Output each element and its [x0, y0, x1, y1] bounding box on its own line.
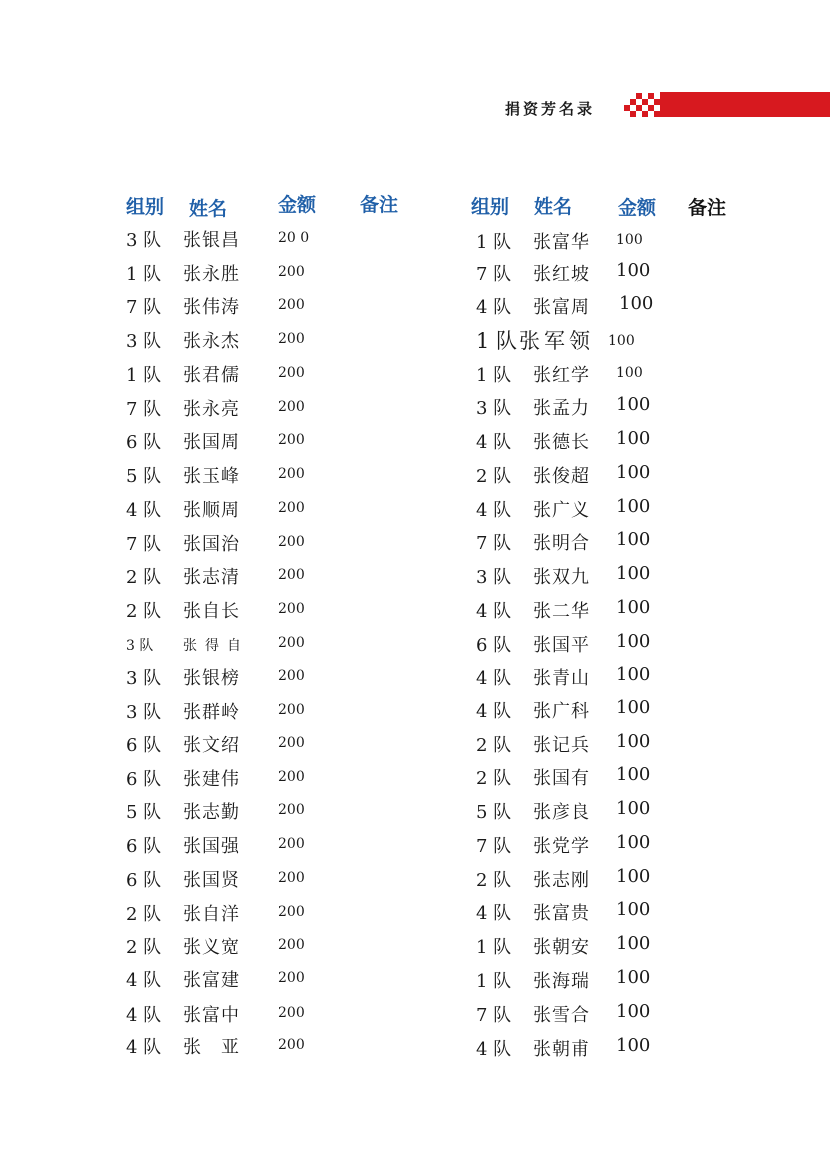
- name-cell: 张海瑞: [533, 971, 590, 992]
- column-header-name: 姓名: [189, 198, 228, 220]
- amount-cell: 100: [616, 933, 651, 954]
- amount-cell: 200: [278, 836, 305, 852]
- name-cell: 张彦良: [533, 802, 590, 823]
- name-cell: 张富贵: [533, 903, 590, 924]
- name-cell: 张自长: [183, 601, 240, 622]
- amount-cell: 100: [616, 832, 651, 853]
- group-cell: 1 队: [126, 365, 162, 386]
- group-cell: 5 队: [126, 466, 162, 487]
- amount-cell: 100: [616, 798, 651, 819]
- group-cell: 7 队: [476, 836, 512, 857]
- column-header-name: 姓名: [534, 196, 573, 218]
- group-cell: 3 队: [126, 230, 162, 251]
- name-cell: 张德长: [533, 432, 590, 453]
- name-cell: 张义宽: [183, 937, 240, 958]
- amount-cell: 100: [616, 428, 651, 449]
- amount-cell: 200: [278, 635, 305, 651]
- name-cell: 张红学: [533, 365, 590, 386]
- amount-cell: 100: [616, 260, 651, 281]
- amount-cell: 20 0: [278, 230, 310, 246]
- group-cell: 7 队: [476, 1005, 512, 1026]
- amount-cell: 100: [616, 731, 651, 752]
- group-cell: 4 队: [476, 1039, 512, 1060]
- group-cell: 3 队: [476, 567, 512, 588]
- name-cell: 张君儒: [183, 365, 240, 386]
- group-cell: 1 队: [476, 365, 512, 386]
- page-title: 捐资芳名录: [505, 100, 596, 118]
- group-cell: 6 队: [476, 635, 512, 656]
- amount-cell: 200: [278, 802, 305, 818]
- amount-cell: 100: [616, 529, 651, 550]
- name-cell: 张伟涛: [183, 297, 240, 318]
- column-header-group: 组别: [126, 196, 165, 218]
- name-cell: 张银昌: [183, 230, 240, 251]
- amount-cell: 200: [278, 432, 305, 448]
- group-cell: 3 队: [126, 331, 162, 352]
- group-cell: 1 队: [126, 264, 162, 285]
- amount-cell: 100: [616, 697, 651, 718]
- amount-cell: 200: [278, 668, 305, 684]
- amount-cell: 100: [616, 764, 651, 785]
- amount-cell: 100: [619, 293, 654, 314]
- amount-cell: 100: [616, 597, 651, 618]
- group-cell: 3 队: [126, 702, 162, 723]
- amount-cell: 200: [278, 331, 305, 347]
- column-header-amount: 金额: [618, 197, 657, 219]
- group-cell: 4 队: [126, 500, 162, 521]
- group-cell: 2 队: [126, 601, 162, 622]
- group-cell: 4 队: [476, 297, 512, 318]
- column-header-note: 备注: [360, 194, 399, 216]
- amount-cell: 200: [278, 1037, 305, 1053]
- group-cell: 6 队: [126, 870, 162, 891]
- group-cell: 4 队: [476, 668, 512, 689]
- group-cell: 7 队: [476, 533, 512, 554]
- amount-cell: 100: [616, 1001, 651, 1022]
- name-cell: 张双九: [533, 567, 590, 588]
- column-header-note: 备注: [688, 197, 727, 219]
- group-cell: 6 队: [126, 735, 162, 756]
- amount-cell: 100: [616, 631, 651, 652]
- group-cell: 2 队: [126, 567, 162, 588]
- amount-cell: 100: [616, 664, 651, 685]
- name-cell: 张广义: [533, 500, 590, 521]
- name-cell: 张志刚: [533, 870, 590, 891]
- amount-cell: 200: [278, 1005, 305, 1021]
- group-cell: 1 队: [476, 937, 512, 958]
- name-cell: 张国有: [533, 768, 590, 789]
- group-cell: 2 队: [476, 466, 512, 487]
- name-cell: 张记兵: [533, 735, 590, 756]
- group-cell: 3 队: [126, 638, 154, 654]
- group-cell: 4 队: [126, 1037, 162, 1058]
- amount-cell: 200: [278, 937, 305, 953]
- amount-cell: 100: [616, 1035, 651, 1056]
- group-cell: 4 队: [476, 432, 512, 453]
- amount-cell: 200: [278, 601, 305, 617]
- name-cell: 张文绍: [183, 735, 240, 756]
- red-accent-bar: [660, 92, 830, 117]
- name-cell: 张军领: [519, 329, 594, 353]
- name-cell: 张群岭: [183, 702, 240, 723]
- name-cell: 张志勤: [183, 802, 240, 823]
- group-cell: 4 队: [476, 903, 512, 924]
- amount-cell: 100: [616, 563, 651, 584]
- amount-cell: 200: [278, 904, 305, 920]
- name-cell: 张青山: [533, 668, 590, 689]
- group-cell: 7 队: [126, 399, 162, 420]
- group-cell: 1 队: [476, 971, 512, 992]
- amount-cell: 100: [616, 967, 651, 988]
- name-cell: 张玉峰: [183, 466, 240, 487]
- name-cell: 张红坡: [533, 264, 590, 285]
- group-cell: 5 队: [476, 802, 512, 823]
- name-cell: 张孟力: [533, 398, 590, 419]
- amount-cell: 200: [278, 769, 305, 785]
- name-cell: 张二华: [533, 601, 590, 622]
- name-cell: 张国平: [533, 635, 590, 656]
- group-cell: 7 队: [126, 534, 162, 555]
- name-cell: 张顺周: [183, 500, 240, 521]
- amount-cell: 200: [278, 466, 305, 482]
- name-cell: 张党学: [533, 836, 590, 857]
- group-cell: 1 队: [476, 329, 518, 353]
- group-cell: 6 队: [126, 769, 162, 790]
- checker-pattern-decoration: [624, 92, 660, 117]
- name-cell: 张俊超: [533, 466, 590, 487]
- group-cell: 4 队: [476, 701, 512, 722]
- amount-cell: 100: [616, 866, 651, 887]
- amount-cell: 100: [616, 462, 651, 483]
- group-cell: 5 队: [126, 802, 162, 823]
- group-cell: 4 队: [476, 601, 512, 622]
- name-cell: 张永胜: [183, 264, 240, 285]
- name-cell: 张永杰: [183, 331, 240, 352]
- group-cell: 4 队: [476, 500, 512, 521]
- group-cell: 2 队: [476, 870, 512, 891]
- group-cell: 2 队: [476, 735, 512, 756]
- group-cell: 3 队: [476, 398, 512, 419]
- name-cell: 张富周: [533, 297, 590, 318]
- name-cell: 张亚: [183, 1037, 259, 1058]
- name-cell: 张国贤: [183, 870, 240, 891]
- amount-cell: 100: [616, 232, 643, 248]
- amount-cell: 200: [278, 534, 305, 550]
- amount-cell: 100: [616, 394, 651, 415]
- amount-cell: 100: [616, 496, 651, 517]
- name-cell: 张自洋: [183, 904, 240, 925]
- amount-cell: 200: [278, 970, 305, 986]
- group-cell: 2 队: [126, 937, 162, 958]
- name-cell: 张永亮: [183, 399, 240, 420]
- group-cell: 4 队: [126, 1005, 162, 1026]
- group-cell: 7 队: [476, 264, 512, 285]
- group-cell: 1 队: [476, 232, 512, 253]
- amount-cell: 100: [616, 365, 643, 381]
- amount-cell: 200: [278, 735, 305, 751]
- column-header-group: 组别: [471, 196, 510, 218]
- group-cell: 6 队: [126, 836, 162, 857]
- name-cell: 张建伟: [183, 769, 240, 790]
- amount-cell: 100: [608, 333, 635, 349]
- amount-cell: 200: [278, 297, 305, 313]
- name-cell: 张富中: [183, 1005, 240, 1026]
- amount-cell: 200: [278, 365, 305, 381]
- amount-cell: 100: [616, 899, 651, 920]
- name-cell: 张富建: [183, 970, 240, 991]
- name-cell: 张国周: [183, 432, 240, 453]
- name-cell: 张国治: [183, 534, 240, 555]
- name-cell: 张银榜: [183, 668, 240, 689]
- name-cell: 张志清: [183, 567, 240, 588]
- amount-cell: 200: [278, 702, 305, 718]
- name-cell: 张朝安: [533, 937, 590, 958]
- amount-cell: 200: [278, 870, 305, 886]
- amount-cell: 200: [278, 399, 305, 415]
- group-cell: 2 队: [476, 768, 512, 789]
- name-cell: 张富华: [533, 232, 590, 253]
- amount-cell: 200: [278, 264, 305, 280]
- group-cell: 2 队: [126, 904, 162, 925]
- group-cell: 4 队: [126, 970, 162, 991]
- column-header-amount: 金额: [278, 194, 317, 216]
- name-cell: 张朝甫: [533, 1039, 590, 1060]
- name-cell: 张雪合: [533, 1005, 590, 1026]
- group-cell: 3 队: [126, 668, 162, 689]
- amount-cell: 200: [278, 500, 305, 516]
- group-cell: 6 队: [126, 432, 162, 453]
- amount-cell: 200: [278, 567, 305, 583]
- group-cell: 7 队: [126, 297, 162, 318]
- name-cell: 张广科: [533, 701, 590, 722]
- name-cell: 张明合: [533, 533, 590, 554]
- name-cell: 张得自: [183, 638, 249, 654]
- name-cell: 张国强: [183, 836, 240, 857]
